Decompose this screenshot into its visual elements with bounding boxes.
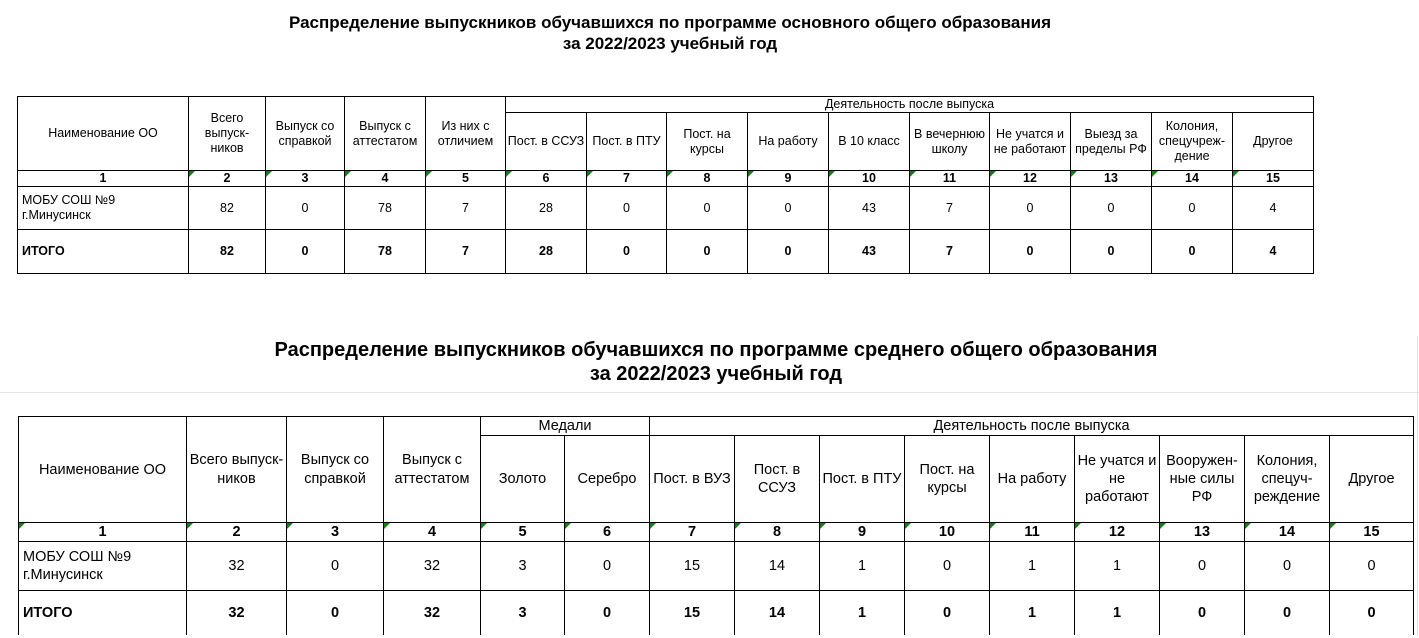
column-number: 12 [1075,523,1160,542]
table-cell: 0 [1245,542,1330,591]
column-number: 1 [18,171,189,187]
col-header-activity: В 10 класс [829,113,910,171]
table-row [18,187,1314,230]
school-name-cell: МОБУ СОШ №9 г.Минусинск [18,187,189,230]
column-number-row [18,171,1314,187]
column-number: 12 [990,171,1071,187]
column-number: 3 [287,523,384,542]
total-cell: 28 [506,230,587,274]
total-cell: 0 [990,230,1071,274]
total-cell: 0 [266,230,345,274]
total-cell: 32 [384,591,481,636]
section2-title [0,338,1419,387]
col-header-activity: Вооружен-ные силы РФ [1160,436,1245,523]
col-group-activity: Деятельность после выпуска [506,97,1314,113]
table-cell: 78 [345,187,426,230]
total-cell: 0 [905,591,990,636]
table-cell: 1 [990,542,1075,591]
col-header-otlichie: Из них с отличием [426,97,506,171]
column-number: 4 [345,171,426,187]
table-cell: 0 [287,542,384,591]
table-row [19,542,1414,591]
total-cell: 1 [820,591,905,636]
table-cell: 0 [1071,187,1152,230]
column-number: 14 [1152,171,1233,187]
table-cell: 0 [748,187,829,230]
column-number: 4 [384,523,481,542]
col-header-attestat: Выпуск с аттестатом [345,97,426,171]
table-cell: 43 [829,187,910,230]
column-number: 13 [1160,523,1245,542]
total-cell: 0 [667,230,748,274]
column-number: 10 [905,523,990,542]
column-number: 5 [426,171,506,187]
table-cell: 1 [1075,542,1160,591]
section1-title [0,12,1340,55]
table-cell: 82 [189,187,266,230]
table-cell: 1 [820,542,905,591]
total-cell: 32 [187,591,287,636]
table-cell: 0 [1152,187,1233,230]
column-number: 7 [650,523,735,542]
total-cell: 43 [829,230,910,274]
column-number: 11 [910,171,990,187]
table-cell: 32 [187,542,287,591]
column-number: 2 [187,523,287,542]
total-cell: 1 [1075,591,1160,636]
col-header-activity: Пост. в ВУЗ [650,436,735,523]
column-number: 11 [990,523,1075,542]
col-header-activity: Не учатся и не работают [1075,436,1160,523]
column-number: 15 [1330,523,1414,542]
header-row [19,417,1414,436]
total-cell: 78 [345,230,426,274]
section1-title-line2: за 2022/2023 учебный год [562,34,778,54]
column-number: 5 [481,523,565,542]
col-header-spravka: Выпуск со справкой [287,417,384,523]
column-number: 9 [748,171,829,187]
table-cell: 3 [481,542,565,591]
total-label: ИТОГО [19,591,187,636]
column-number: 9 [820,523,905,542]
total-cell: 1 [990,591,1075,636]
total-cell: 7 [426,230,506,274]
table-cell: 32 [384,542,481,591]
section1-title-line1: Распределение выпускников обучавшихся по программе основного общего образования [288,13,1052,32]
total-cell: 14 [735,591,820,636]
column-number: 6 [565,523,650,542]
total-cell: 0 [1152,230,1233,274]
col-group-medals: Медали [481,417,650,436]
table-cell: 0 [1160,542,1245,591]
table-cell: 14 [735,542,820,591]
table-cell: 0 [565,542,650,591]
total-cell: 0 [748,230,829,274]
col-header-activity: Пост. в ПТУ [587,113,667,171]
table-cell: 0 [905,542,990,591]
total-row [19,591,1414,636]
column-number: 15 [1233,171,1314,187]
table-cell: 0 [1330,542,1414,591]
col-header-activity: Не учатся и не работают [990,113,1071,171]
col-header-name: Наименование ОО [19,417,187,523]
total-cell: 15 [650,591,735,636]
col-header-activity: Колония, спецуч-реждение [1245,436,1330,523]
table-cell: 7 [426,187,506,230]
col-header-medal-silver: Серебро [565,436,650,523]
col-header-activity: Пост. в ПТУ [820,436,905,523]
col-header-activity: Пост. на курсы [905,436,990,523]
col-header-activity: Пост. на курсы [667,113,748,171]
total-cell: 3 [481,591,565,636]
col-header-activity: Колония, спецучреж-дение [1152,113,1233,171]
column-number: 6 [506,171,587,187]
column-number: 10 [829,171,910,187]
total-cell: 0 [1071,230,1152,274]
total-cell: 0 [587,230,667,274]
school-name-cell: МОБУ СОШ №9 г.Минусинск [19,542,187,591]
table-cell: 0 [587,187,667,230]
col-header-activity: Пост. в ССУЗ [506,113,587,171]
total-cell: 7 [910,230,990,274]
col-header-spravka: Выпуск со справкой [266,97,345,171]
header-row [18,97,1314,113]
table-cell: 15 [650,542,735,591]
col-group-activity: Деятельность после выпуска [650,417,1414,436]
total-cell: 0 [287,591,384,636]
col-header-activity: Другое [1233,113,1314,171]
total-cell: 0 [1160,591,1245,636]
sheet-gridline [0,392,1419,393]
column-number: 2 [189,171,266,187]
table-cell: 4 [1233,187,1314,230]
total-cell: 82 [189,230,266,274]
col-header-activity: В вечернюю школу [910,113,990,171]
table-cell: 28 [506,187,587,230]
col-header-activity: Другое [1330,436,1414,523]
total-cell: 4 [1233,230,1314,274]
section2-table [18,416,1414,635]
total-cell: 0 [1330,591,1414,636]
column-number: 13 [1071,171,1152,187]
col-header-total: Всего выпуск-ников [189,97,266,171]
col-header-activity: На работу [748,113,829,171]
table-cell: 0 [667,187,748,230]
column-number: 3 [266,171,345,187]
section2-title-line1: Распределение выпускников обучавшихся по программе среднего общего образования [274,339,1158,361]
col-header-activity: Пост. в ССУЗ [735,436,820,523]
section2-title-line2: за 2022/2023 учебный год [589,363,843,386]
column-number-row [19,523,1414,542]
table-cell: 7 [910,187,990,230]
total-cell: 0 [565,591,650,636]
total-row [18,230,1314,274]
table-cell: 0 [266,187,345,230]
col-header-activity: На работу [990,436,1075,523]
column-number: 1 [19,523,187,542]
column-number: 8 [735,523,820,542]
col-header-activity: Выезд за пределы РФ [1071,113,1152,171]
column-number: 14 [1245,523,1330,542]
col-header-attestat: Выпуск с аттестатом [384,417,481,523]
total-label: ИТОГО [18,230,189,274]
col-header-medal-gold: Золото [481,436,565,523]
col-header-name: Наименование ОО [18,97,189,171]
col-header-total: Всего выпуск-ников [187,417,287,523]
column-number: 8 [667,171,748,187]
total-cell: 0 [1245,591,1330,636]
section1-table [17,96,1314,274]
table-cell: 0 [990,187,1071,230]
column-number: 7 [587,171,667,187]
